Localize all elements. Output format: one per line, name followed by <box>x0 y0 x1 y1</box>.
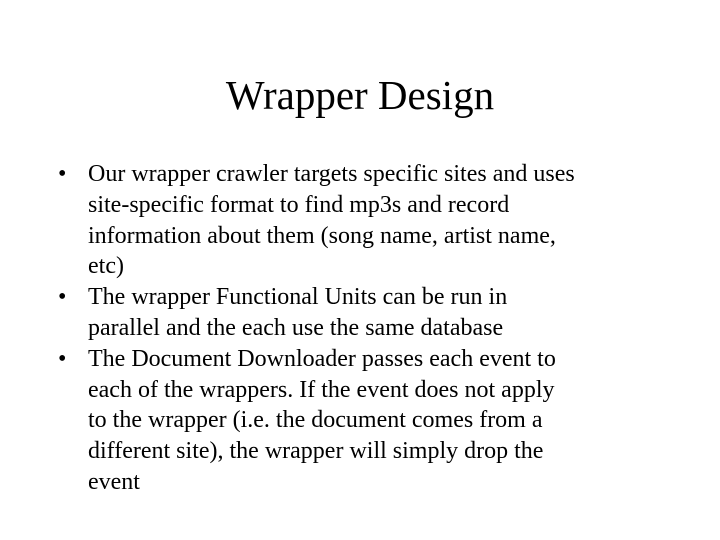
bullet-text-line: information about them (song name, artist name, <box>88 222 556 249</box>
bullet-text-line: etc) <box>88 253 124 280</box>
bullet-item <box>58 344 668 498</box>
bullet-text-line: site-specific format to find mp3s and record <box>88 191 510 218</box>
bullet-text-line: different site), the wrapper will simply drop the <box>88 438 544 465</box>
bullet-dot-icon: • <box>58 161 67 187</box>
bullet-dot-icon: • <box>58 345 67 372</box>
bullet-text-line: to the wrapper (i.e. the document comes from a <box>88 407 543 434</box>
bullet-text-line: each of the wrappers. If the event does not apply <box>88 376 555 403</box>
bullet-text-line: Our wrapper crawler targets specific sites and uses <box>88 161 575 187</box>
bullet-text-line: The Document Downloader passes each event to <box>88 345 556 372</box>
slide-title: Wrapper Design <box>225 72 495 118</box>
bullet-dot-icon: • <box>58 284 67 311</box>
bullet-text-line: parallel and the each use the same database <box>88 314 504 341</box>
bullet-item <box>58 282 668 344</box>
bullet-item <box>58 159 668 282</box>
bullet-text-line: event <box>88 468 140 495</box>
bullet-text-line: The wrapper Functional Units can be run in <box>88 284 508 311</box>
bullet-list <box>58 159 668 498</box>
